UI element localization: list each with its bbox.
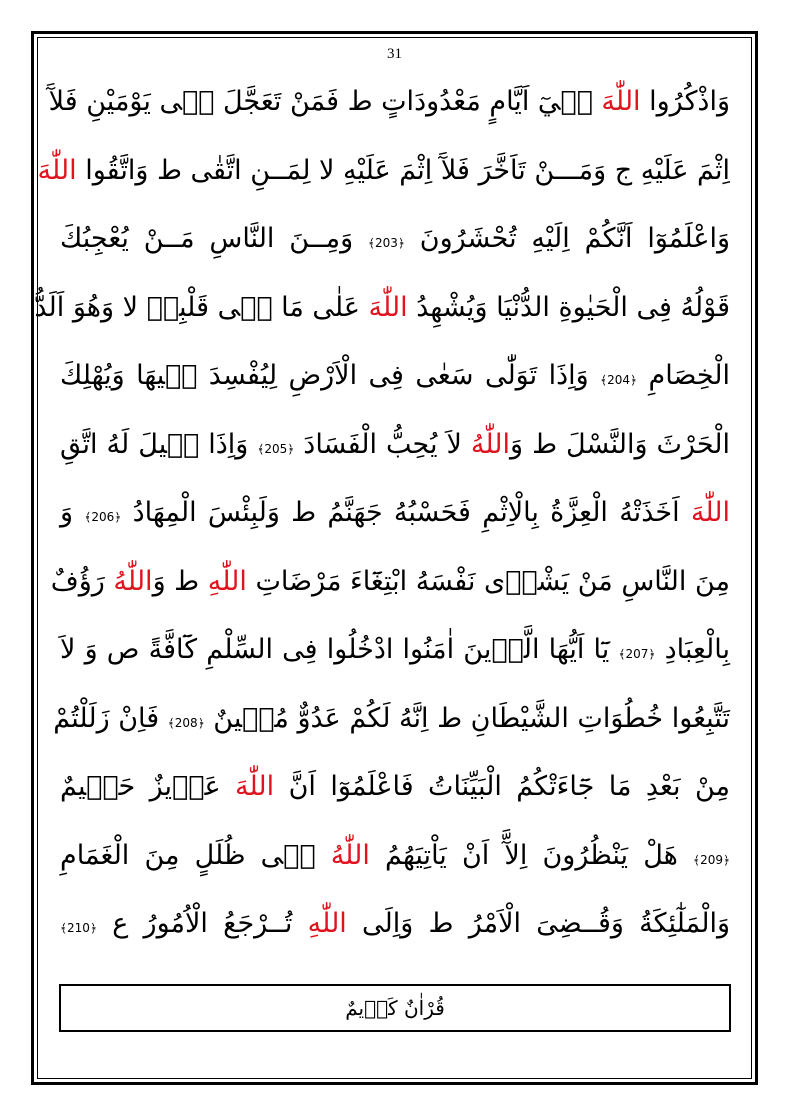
verse-text: قَوْلُهُ فِى الْحَيٰوةِ الدُّنْيَا وَيُشْهِدُ: [407, 291, 730, 323]
divine-name: اللّٰهَ: [368, 291, 408, 323]
ayah-number: ﴿206﴾: [84, 510, 122, 524]
quran-text-block: [34, 68, 731, 959]
verse-text: وَمِــنَ النَّاسِ مَــنْ يُعْجِبُكَ: [60, 223, 368, 254]
verse-text: فَاِنْ زَلَلْتُمْ: [53, 702, 168, 734]
text-line: [37, 137, 730, 206]
verse-text: اِثْمَ عَلَيْهِ ج وَمَـــنْ تَاَخَّرَ فَلآَ اِثْمَ عَلَيْهِ لا لِمَــنِ اتَّقٰى ط وَاتَّقُوا: [76, 154, 730, 186]
verse-text: الْخِصَامِ: [637, 360, 730, 391]
verse-text: ط وَ: [152, 565, 208, 597]
ayah-number: ﴿203﴾: [367, 236, 405, 250]
verse-text: تَتَّبِعُوا خُطُوَاتِ الشَّيْطَانِ ط اِنَّهُ لَكُمْ عَدُوٌّ مُبٖينٌ: [204, 702, 730, 734]
footer-title: قُرْاٰنٌ كَرٖيمٌ: [345, 996, 445, 1020]
verse-text: يَٓا اَيُّهَا الَّذٖينَ اٰمَنُوا ادْخُلُوا فِى السِّلْمِ كَٓافَّةً ص وَ لاَ: [60, 634, 619, 665]
verse-text: لاَ يُحِبُّ الْفَسَادَ: [294, 428, 471, 460]
verse-text: مِنْ بَعْدِ مَا جَٓاءَتْكُمُ الْبَيِّنَاتُ فَاعْلَمُوٓا اَنَّ: [274, 771, 731, 802]
verse-text: وَاعْلَمُوٓا اَنَّكُمْ اِلَيْهِ تُحْشَرُونَ: [404, 223, 730, 254]
ayah-number: ﴿210﴾: [60, 921, 97, 935]
divine-name: اللّٰهُ: [113, 565, 153, 597]
verse-text: وَاذْكُرُوا: [640, 86, 730, 117]
ayah-number: ﴿205﴾: [257, 441, 295, 456]
text-line: [53, 685, 730, 754]
verse-text: اَخَذَتْهُ الْعِزَّةُ بِالْاِثْمِ فَحَسْبُهُ جَهَنَّمُ ط وَلَبِئْسَ الْمِهَادُ: [121, 497, 691, 528]
text-line: [50, 548, 730, 617]
divine-name: اللّٰهَ: [235, 771, 275, 802]
page-number: 31: [387, 46, 402, 62]
verse-text: هَلْ يَنْظُرُونَ اِلآَّ اَنْ يَاْتِيَهُمُ: [369, 839, 694, 871]
footer-box: [59, 984, 731, 1032]
verse-text: فٖى ظُلَلٍ مِنَ الْغَمَامِ: [60, 839, 331, 871]
verse-text: بِالْعِبَادِ: [655, 634, 730, 665]
ayah-number: ﴿209﴾: [693, 852, 730, 867]
text-line: [60, 822, 730, 891]
ayah-number: ﴿204﴾: [600, 373, 638, 387]
divine-name: اللّٰهُ: [470, 428, 511, 460]
verse-text: مِنَ النَّاسِ مَنْ يَشْرٖى نَفْسَهُ ابْتِغَٓاءَ مَرْضَاتِ: [246, 565, 730, 597]
text-line: [60, 342, 730, 411]
divine-name: اللّٰهُ: [330, 839, 370, 871]
verse-text: رَؤُفٌ: [50, 565, 114, 597]
ayah-number: ﴿207﴾: [618, 647, 656, 661]
verse-text: الْحَرْثَ وَالنَّسْلَ ط وَ: [510, 428, 730, 460]
verse-text: وَاِذَا قٖيلَ لَهُ اتَّقِ: [60, 428, 258, 460]
verse-text: فٖيٓ اَيَّامٍ مَعْدُودَاتٍ ط فَمَنْ تَعَجَّلَ فٖى يَوْمَيْنِ فَلآَ: [48, 86, 602, 117]
divine-name: اللّٰهِ: [207, 565, 247, 597]
verse-text: وَاِذَا تَوَلّٰى سَعٰى فِى الْاَرْضِ لِيُفْسِدَ فٖيهَا وَيُهْلِكَ: [60, 360, 601, 391]
verse-text: عَلٰى مَا فٖى قَلْبِهٖ لا وَهُوَ اَلَدُّ: [34, 291, 369, 323]
text-line: [48, 68, 730, 137]
text-line: [60, 205, 730, 274]
verse-text: عَزٖيزٌ حَكٖيمٌ: [60, 771, 236, 802]
verse-text: وَالْمَلٰٓئِكَةُ وَقُــضِىَ الْاَمْرُ ط وَاِلَى: [346, 908, 730, 939]
verse-text: وَ: [60, 497, 85, 528]
divine-name: اللّٰهَ: [601, 86, 641, 117]
text-line: [60, 890, 730, 959]
divine-name: اللّٰهَ: [690, 497, 730, 528]
divine-name: اللّٰهِ: [307, 908, 347, 939]
text-line: [60, 753, 730, 822]
verse-text: تُــرْجَعُ الْاُمُورُ ع: [96, 908, 308, 939]
text-line: [34, 274, 730, 343]
text-line: [60, 411, 730, 480]
divine-name: اللّٰهَ: [37, 154, 77, 186]
ayah-number: ﴿208﴾: [167, 715, 205, 730]
text-line: [60, 479, 730, 548]
text-line: [60, 616, 730, 685]
